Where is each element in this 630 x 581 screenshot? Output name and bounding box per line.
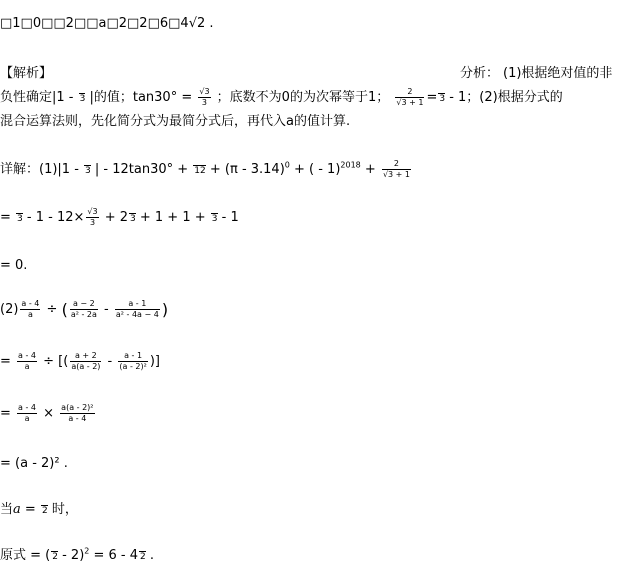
substitution-line: 当a = 2 时， bbox=[0, 502, 78, 517]
analysis-line-1: (1)根据绝对值的非 bbox=[503, 66, 613, 81]
part2-step2: = $\frac{a - 4}{a}$ × $\frac{\text{a(a - 2)²}}{a - 4}$ bbox=[0, 403, 94, 423]
part2-expression: (2) $\frac{a - 4}{a}$ ÷ ( $\frac{a - 2}{\text{a² - 2a}}$ - $\frac{a - 1}{\text{a² - 4a − 4}}$ ) bbox=[0, 299, 169, 319]
analysis-line-3: 混合运算法则，先化简分式为最简分式后，再代入a的值计算. bbox=[0, 114, 351, 129]
part1-result: = 0. bbox=[0, 258, 28, 273]
part2-step3: = (a - 2)² . bbox=[0, 456, 68, 471]
problem-line: □1□0□□2□□a□2□2□6□4√2 . bbox=[0, 16, 214, 31]
section-header: 【解析】 bbox=[0, 66, 53, 81]
part2-step1: = $\frac{a - 4}{a}$ ÷ [( $\frac{a + 2}{a(a - 2)}$ - $\frac{a - 1}{\text{(a - 2)²}}$ )] bbox=[0, 351, 160, 371]
analysis-label: 分析： bbox=[460, 66, 500, 81]
detail-line: 详解：(1)|1 - 3 | - 12tan30° + 12 + (π - 3.14)$^0$ + ( - 1)$^{2018}$ + $\frac{2}{√3 + 1}$ bbox=[0, 159, 411, 179]
analysis-line-2: 负性确定|1 - 3 |的值；tan30° = $\frac{√3}{3}$ ；底数不为0的为次幂等于1； $\frac{2}{√3 + 1}$ = 3 - 1；(2)根据分式的 bbox=[0, 87, 563, 107]
final-answer: 原式 = ( 2 - 2)$^2$ = 6 - 4 2 . bbox=[0, 546, 155, 563]
part1-step1: = 3 - 1 - 12× $\frac{√3}{3}$ + 2 3 + 1 + 1 + 3 - 1 bbox=[0, 207, 239, 227]
